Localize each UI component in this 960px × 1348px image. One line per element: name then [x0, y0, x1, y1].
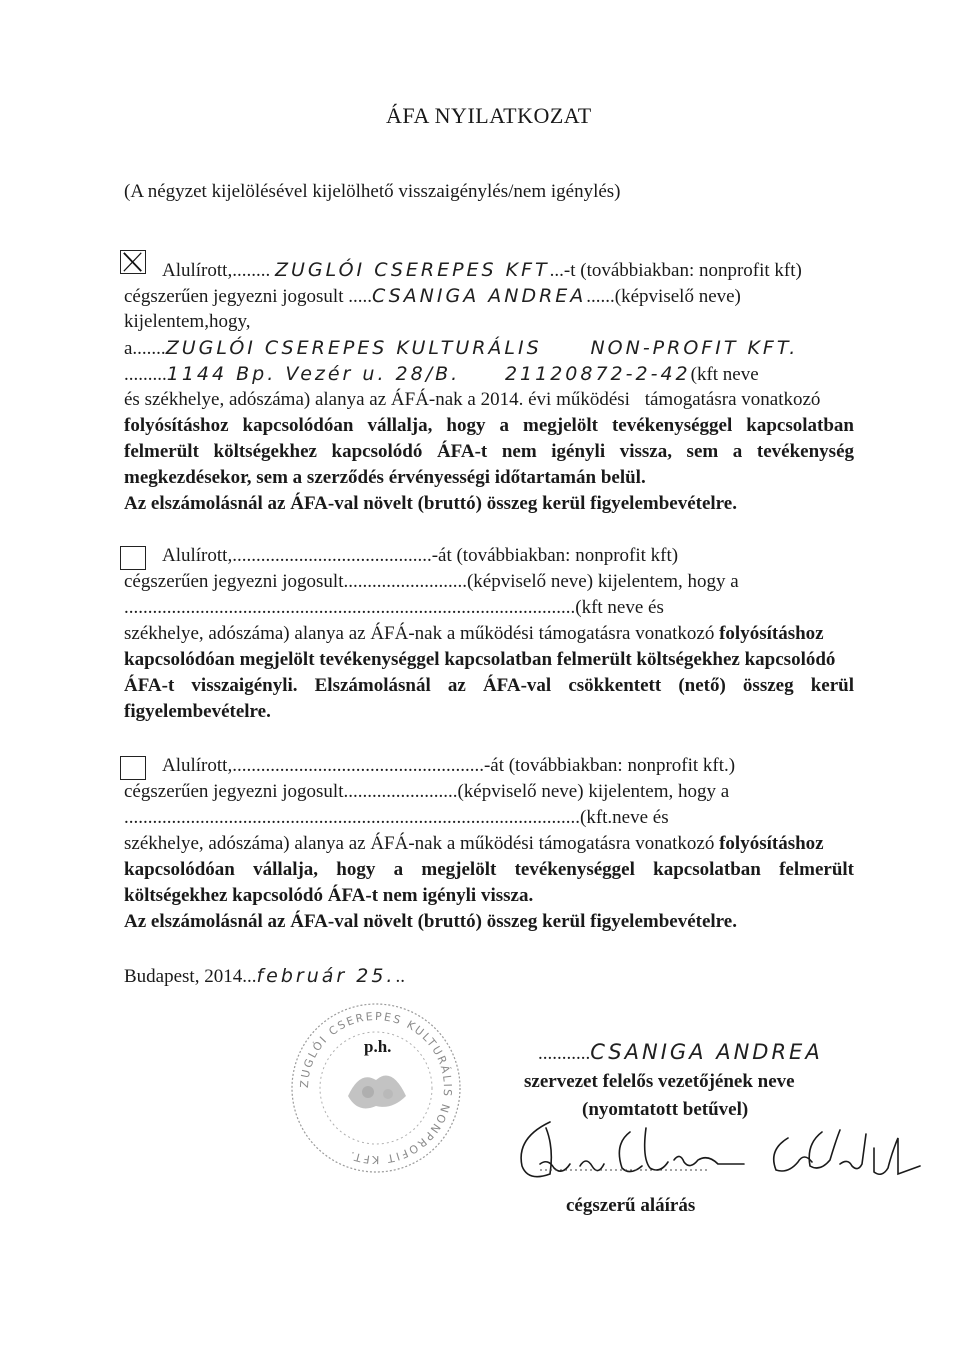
checkmark-x-icon [121, 251, 145, 273]
option-3-checkbox[interactable] [120, 756, 146, 780]
signatory-name-label: szervezet felelős vezetőjének neve [524, 1071, 795, 1092]
option-3-line-2: cégszerűen jegyezni jogosult........................(képviselő neve) kijelentem, hogy a [124, 781, 730, 802]
org-full-name-handwritten-a: ZUGLÓI CSEREPES KULTURÁLIS [165, 337, 542, 359]
stamp-ring-text: ZUGLÓI CSEREPES KULTURÁLIS NONPROFIT KFT. [297, 1009, 455, 1167]
option-1-line-5: .........1144 Bp. Vezér u. 28/B. 21120872-2-42(kft neve [124, 363, 759, 385]
option-3-bold-line-3: Az elszámolásnál az ÁFA-val növelt (bruttó) összeg kerül figyelembevételre. [124, 911, 737, 932]
document-subtitle: (A négyzet kijelölésével kijelölhető visszaigénylés/nem igénylés) [124, 181, 621, 202]
option-1-line-6: és székhelye, adószáma) alanya az ÁFÁ-nak a 2014. évi működési támogatásra vonatkozó [124, 389, 821, 410]
option-1-bold-line-1: folyósításhoz kapcsolódóan vállalja, hogy a megjelölt tevékenységgel kapcsolatban [124, 415, 854, 436]
date-handwritten: február 25. [256, 965, 396, 987]
signatory-name-line: ...........CSANIGA ANDREA [538, 1040, 823, 1064]
option-3-line-4: székhelye, adószáma) alanya az ÁFÁ-nak a működési támogatásra vonatkozó folyósításhoz [124, 833, 824, 854]
option-3-bold-line-2: költségekhez kapcsolódó ÁFA-t nem igényli vissza. [124, 885, 534, 906]
company-stamp [288, 1000, 464, 1176]
address-handwritten: 1144 Bp. Vezér u. 28/B. [166, 363, 461, 385]
representative-name-handwritten: CSANIGA ANDREA [371, 285, 587, 307]
org-full-name-handwritten-b: NON-PROFIT KFT. [590, 337, 799, 359]
option-1-line-2: cégszerűen jegyezni jogosult .....CSANIGA ANDREA......(képviselő neve) [124, 285, 741, 307]
option-1-line-3: kijelentem,hogy, [124, 311, 251, 332]
option-2-line-4: székhelye, adószáma) alanya az ÁFÁ-nak a működési támogatásra vonatkozó folyósításhoz [124, 623, 824, 644]
signature-label: cégszerű aláírás [566, 1195, 696, 1216]
date-line: Budapest, 2014...február 25... [124, 965, 405, 987]
option-2-line-1: Alulírott,..........................................-át (továbbiakban: nonprofit kft) [162, 545, 679, 566]
option-2-bold-line-1: kapcsolódóan megjelölt tevékenységgel kapcsolatban felmerült költségekhez kapcsolódó [124, 649, 836, 670]
option-1-line-4: a.......ZUGLÓI CSEREPES KULTURÁLIS NON-PROFIT KFT. [124, 337, 799, 359]
option-2-line-3: ...............................................................................................(kft neve és [124, 597, 664, 618]
stamp-emblem-icon [348, 1076, 406, 1109]
option-1-bold-line-3: megkezdésekor, sem a szerződés érvényességi időtartamán belül. [124, 467, 646, 488]
option-1-bold-line-4: Az elszámolásnál az ÁFA-val növelt (bruttó) összeg kerül figyelembevételre. [124, 493, 737, 514]
handwritten-signature [510, 1108, 930, 1192]
stamp-ph-label: p.h. [364, 1037, 392, 1056]
option-2-line-2: cégszerűen jegyezni jogosult..........................(képviselő neve) kijelentem, hogy a [124, 571, 739, 592]
signatory-name-sublabel: (nyomtatott betűvel) [582, 1099, 749, 1120]
option-1-checkbox[interactable] [120, 250, 146, 274]
option-2-checkbox[interactable] [120, 546, 146, 570]
company-name-handwritten: ZUGLÓI CSEREPES KFT [274, 259, 550, 281]
signatory-name-handwritten: CSANIGA ANDREA [590, 1040, 823, 1064]
document-title: ÁFA NYILATKOZAT [386, 103, 592, 128]
option-3-line-1: Alulírott,.....................................................-át (továbbiakban: nonprofit kft.) [162, 755, 736, 776]
tax-number-handwritten: 21120872-2-42 [504, 363, 691, 385]
option-2-bold-line-3: figyelembevételre. [124, 701, 271, 722]
option-1-bold-line-2: felmerült költségekhez kapcsolódó ÁFA-t nem igényli vissza, sem a tevékenység [124, 441, 854, 462]
option-1-line-1: Alulírott,........ ZUGLÓI CSEREPES KFT...-t (továbbiakban: nonprofit kft) [162, 259, 802, 281]
option-2-bold-line-2: ÁFA-t visszaigényli. Elszámolásnál az ÁFA-val csökkentett (nető) összeg kerül [124, 675, 854, 696]
option-3-bold-line-1: kapcsolódóan vállalja, hogy a megjelölt tevékenységgel kapcsolatban felmerült [124, 859, 854, 880]
option-3-line-3: ................................................................................................(kft.neve és [124, 807, 669, 828]
